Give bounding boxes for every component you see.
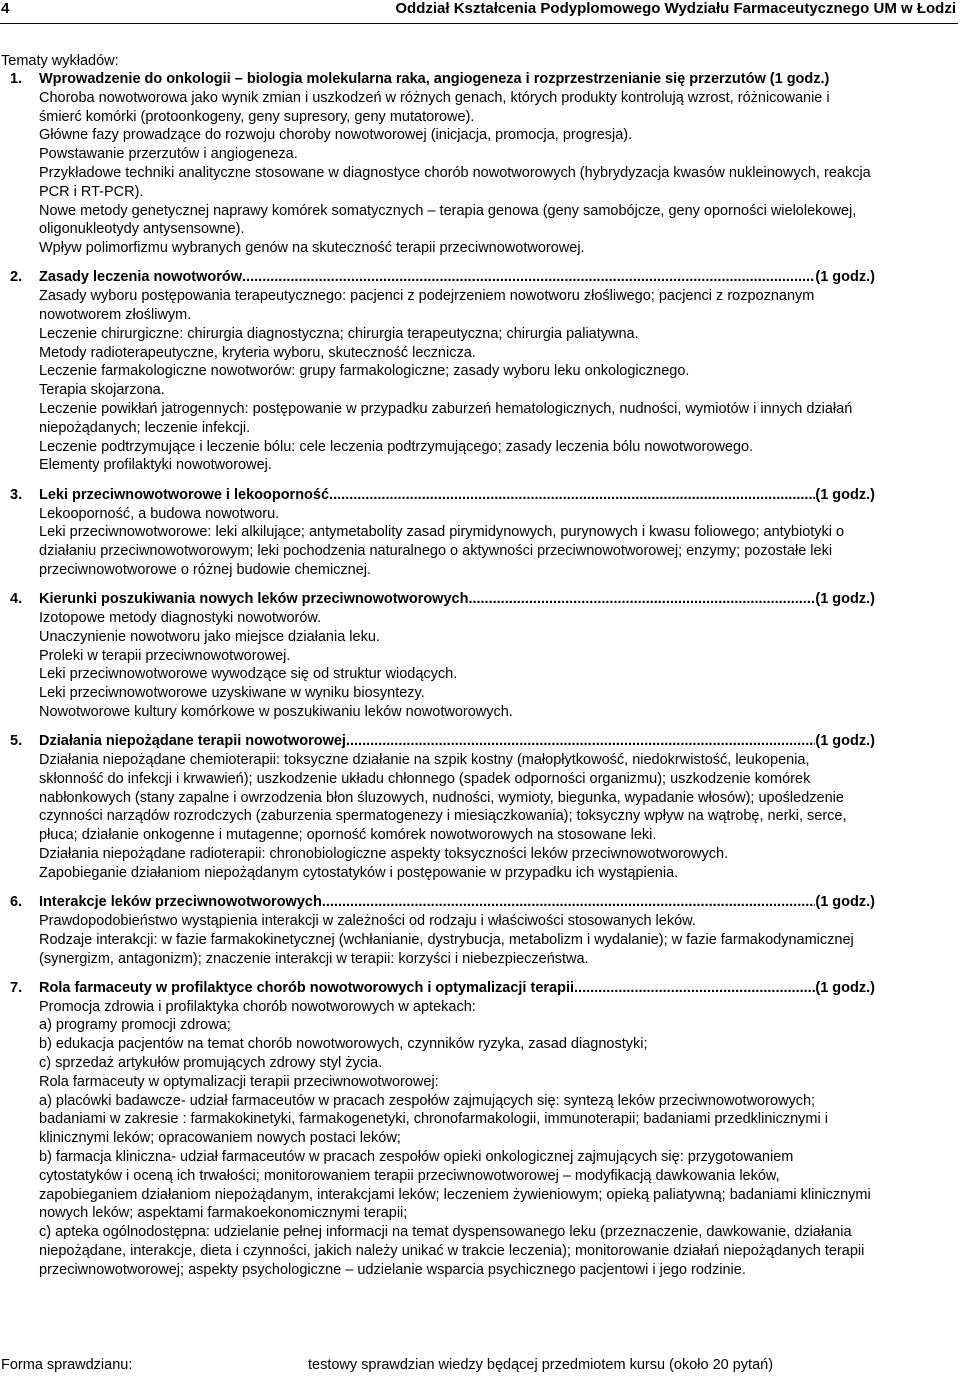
topic-hours: (1 godz.) bbox=[815, 979, 875, 996]
lecture-topics-list bbox=[10, 70, 875, 1280]
topic-title: Działania niepożądane terapii nowotworowej bbox=[39, 733, 346, 750]
dot-leader bbox=[242, 268, 815, 287]
topic-paragraph: c) sprzedaż artykułów promujących zdrowy styl życia. bbox=[39, 1055, 383, 1072]
topic-title-line bbox=[39, 732, 875, 751]
topic-title-line bbox=[39, 70, 875, 89]
topic-title: Kierunki poszukiwania nowych leków przeciwnowotworowych bbox=[39, 591, 469, 608]
header-divider bbox=[0, 23, 958, 24]
topic-paragraph: Leczenie chirurgiczne: chirurgia diagnostyczna; chirurgia terapeutyczna; chirurgia paliatywna. bbox=[39, 325, 639, 342]
assessment-form-label: Forma sprawdzianu: bbox=[1, 1357, 133, 1373]
topic-paragraph: b) edukacja pacjentów na temat chorób nowotworowych, czynników ryzyka, zasad diagnostyki; bbox=[39, 1036, 648, 1053]
topic-paragraph: Rodzaje interakcji: w fazie farmakokinetycznej (wchłanianie, dystrybucja, metabolizm i wydalanie); w fazie farmakodynamicznej (synergizm, antagonizm); znaczenie interakcji w terapii: korzyści i niebezpieczeństwa. bbox=[39, 931, 854, 967]
topic-title-line bbox=[39, 590, 875, 609]
topic-paragraph: Terapia skojarzona. bbox=[39, 382, 165, 399]
topic-number: 5. bbox=[10, 733, 23, 750]
topic-paragraph: Proleki w terapii przeciwnowotworowej. bbox=[39, 647, 291, 664]
topic-paragraph: Lekooporność, a budowa nowotworu. bbox=[39, 505, 280, 522]
topic-paragraph: Leki przeciwnowotworowe: leki alkilujące; antymetabolity zasad pirymidynowych, purynowych i kwasu foliowego; antybiotyki o działaniu przeciwnowotworowym; leki pochodzenia naturalnego o aktywności przeciwnowotworowej; enzymy; pozostałe leki przeciwnowotworowe o różnej budowie chemicznej. bbox=[39, 524, 845, 578]
lecture-topic bbox=[10, 979, 875, 1280]
topic-paragraph: Główne fazy prowadzące do rozwoju choroby nowotworowej (inicjacja, promocja, progresja). bbox=[39, 127, 633, 144]
topic-paragraph: Rola farmaceuty w optymalizacji terapii przeciwnowotworowej: bbox=[39, 1073, 439, 1090]
dot-leader bbox=[468, 590, 815, 609]
topic-number: 1. bbox=[10, 71, 23, 87]
topics-heading: Tematy wykładów: bbox=[1, 53, 119, 69]
header-title: Oddział Kształcenia Podyplomowego Wydziału Farmaceutycznego UM w Łodzi bbox=[395, 0, 956, 17]
topic-title-line bbox=[39, 893, 875, 912]
topic-hours: (1 godz.) bbox=[815, 486, 875, 503]
topic-paragraph: Prawdopodobieństwo wystąpienia interakcji w zależności od rodzaju i właściwości stosowanych leków. bbox=[39, 912, 696, 929]
dot-leader bbox=[346, 732, 815, 751]
topic-paragraph: Promocja zdrowia i profilaktyka chorób nowotworowych w aptekach: bbox=[39, 998, 476, 1015]
assessment-form-value: testowy sprawdzian wiedzy będącej przedmiotem kursu (około 20 pytań) bbox=[308, 1357, 774, 1373]
topic-hours: (1 godz.) bbox=[815, 733, 875, 750]
topic-hours: (1 godz.) bbox=[815, 894, 875, 911]
lecture-topic bbox=[10, 70, 875, 258]
topic-title: Wprowadzenie do onkologii – biologia molekularna raka, angiogeneza i rozprzestrzenianie się przerzutów bbox=[39, 71, 766, 87]
topic-title: Rola farmaceuty w profilaktyce chorób nowotworowych i optymalizacji terapii bbox=[39, 979, 575, 996]
topic-paragraph: Leczenie podtrzymujące i leczenie bólu: cele leczenia podtrzymującego; zasady leczenia bólu nowotworowego. bbox=[39, 438, 754, 455]
lecture-topic bbox=[10, 486, 875, 580]
topic-title-line bbox=[39, 486, 875, 505]
topic-paragraph: Choroba nowotworowa jako wynik zmian i uszkodzeń w różnych genach, których produkty kontrolują wzrost, różnicowanie i śmierć komórki (protoonkogeny, geny supresory, geny mutatorowe). bbox=[39, 89, 830, 125]
lecture-topic bbox=[10, 893, 875, 968]
topic-paragraph: c) apteka ogólnodostępna: udzielanie pełnej informacji na temat dyspensowanego leku (przeznaczenie, dawkowanie, działania niepożądane, interakcje, dieta i czynności, jakich należy unikać w trakcie leczenia); monitorowanie działań niepożądanych terapii przeciwnowotworowej; aspekty psychologiczne – udzielanie wsparcia psychicznego pacjentowi i jego rodzinie. bbox=[39, 1224, 865, 1278]
topic-paragraph: Unaczynienie nowotworu jako miejsce działania leku. bbox=[39, 628, 380, 645]
page-number: 4 bbox=[1, 0, 10, 17]
dot-leader bbox=[329, 486, 815, 505]
topic-paragraph: a) placówki badawcze- udział farmaceutów w pracach zespołów zajmujących się: syntezą leków przeciwnowotworowych; badaniami w zakresie : farmakokinetyki, farmakogenetyki, chronofarmakologii, immunoterapii; badaniami przedklinicznymi i klinicznymi leków; opracowaniem nowych postaci leków; bbox=[39, 1092, 828, 1147]
page-header bbox=[0, 0, 960, 24]
lecture-topic bbox=[10, 268, 875, 475]
topic-number: 3. bbox=[10, 486, 23, 503]
topic-hours: (1 godz.) bbox=[815, 591, 875, 608]
topic-paragraph: Izotopowe metody diagnostyki nowotworów. bbox=[39, 610, 322, 627]
topic-hours: (1 godz.) bbox=[815, 269, 875, 286]
topic-title: Leki przeciwnowotworowe i lekooporność bbox=[39, 486, 330, 503]
topic-paragraph: Leki przeciwnowotworowe uzyskiwane w wyniku biosyntezy. bbox=[39, 685, 425, 702]
topic-title: Interakcje leków przeciwnowotworowych bbox=[39, 894, 322, 911]
topic-paragraph: Zasady wyboru postępowania terapeutycznego: pacjenci z podejrzeniem nowotworu złośliwego; pacjenci z rozpoznanym nowotworem złośliwym. bbox=[39, 288, 815, 324]
topic-title-line bbox=[39, 979, 875, 998]
topic-paragraph: Nowotworowe kultury komórkowe w poszukiwaniu leków nowotworowych. bbox=[39, 704, 513, 720]
topic-number: 6. bbox=[10, 894, 23, 911]
topic-paragraph: Nowe metody genetycznej naprawy komórek somatycznych – terapia genowa (geny samobójcze, geny oporności wielolekowej, oligonukleotydy antysensowne). bbox=[39, 202, 857, 238]
topic-number: 7. bbox=[10, 979, 23, 996]
lecture-topic bbox=[10, 590, 875, 722]
topic-number: 2. bbox=[10, 269, 23, 286]
topic-paragraph: Działania niepożądane radioterapii: chronobiologiczne aspekty toksyczności leków przeciwnowotworowych. bbox=[39, 846, 729, 863]
topic-number: 4. bbox=[10, 591, 23, 608]
topic-paragraph: Przykładowe techniki analityczne stosowane w diagnostyce chorób nowotworowych (hybrydyzacja kwasów nukleinowych, reakcja PCR i RT-PCR). bbox=[39, 164, 871, 200]
topic-paragraph: Działania niepożądane chemioterapii: toksyczne działanie na szpik kostny (małopłytkowość, niedokrwistość, leukopenia, skłonność do infekcji i krwawień); uszkodzenie układu chłonnego (spadek odporności organizmu); uszkodzenie komórek nabłonkowych (stany zapalne i owrzodzenia błon śluzowych, nudności, wymioty, biegunka, wypadanie włosów); upośledzenie czynności narządów rozrodczych (zaburzenia spermatogenezy i miesiączkowania); toksyczny wpływ na wątrobę, nerki, serce, płuca; działanie onkogenne i mutagenne; oporność komórek nowotworowych na stosowane leki. bbox=[39, 752, 847, 844]
topic-paragraph: Leczenie farmakologiczne nowotworów: grupy farmakologiczne; zasady wyboru leku onkologicznego. bbox=[39, 363, 690, 380]
topic-title: Zasady leczenia nowotworów bbox=[39, 269, 243, 286]
lecture-topic bbox=[10, 732, 875, 882]
topic-paragraph: Leki przeciwnowotworowe wywodzące się od struktur wiodących. bbox=[39, 666, 458, 683]
topic-paragraph: Leczenie powikłań jatrogennych: postępowanie w przypadku zaburzeń hematologicznych, nudności, wymiotów i innych działań niepożądanych; leczenie infekcji. bbox=[39, 401, 853, 436]
topic-title-line bbox=[39, 268, 875, 287]
topic-paragraph: a) programy promocji zdrowa; bbox=[39, 1017, 231, 1034]
topic-paragraph: Zapobieganie działaniom niepożądanym cytostatyków i postępowanie w przypadku ich wystąpienia. bbox=[39, 864, 679, 881]
dot-leader bbox=[574, 979, 815, 998]
topic-paragraph: Metody radioterapeutyczne, kryteria wyboru, skuteczność lecznicza. bbox=[39, 344, 476, 361]
topic-hours: (1 godz.) bbox=[769, 71, 830, 87]
topic-paragraph: b) farmacja kliniczna- udział farmaceutów w pracach zespołów opieki onkologicznej zajmujących się: przygotowaniem cytostatyków i oceną ich trwałości; monitorowaniem terapii przeciwnowotworowej – modyfikacją dawkowania leków, zapobieganiem działaniom niepożądanym, interakcjami leków; leczeniem żywieniowym; opieką paliatywną; badaniami klinicznymi nowych leków; aspektami farmakoekonomicznymi terapii; bbox=[39, 1149, 871, 1222]
dot-leader bbox=[322, 893, 816, 912]
topic-paragraph: Wpływ polimorfizmu wybranych genów na skuteczność terapii przeciwnowotworowej. bbox=[39, 240, 585, 257]
topic-paragraph: Powstawanie przerzutów i angiogeneza. bbox=[39, 146, 298, 163]
topic-paragraph: Elementy profilaktyki nowotworowej. bbox=[39, 457, 272, 474]
